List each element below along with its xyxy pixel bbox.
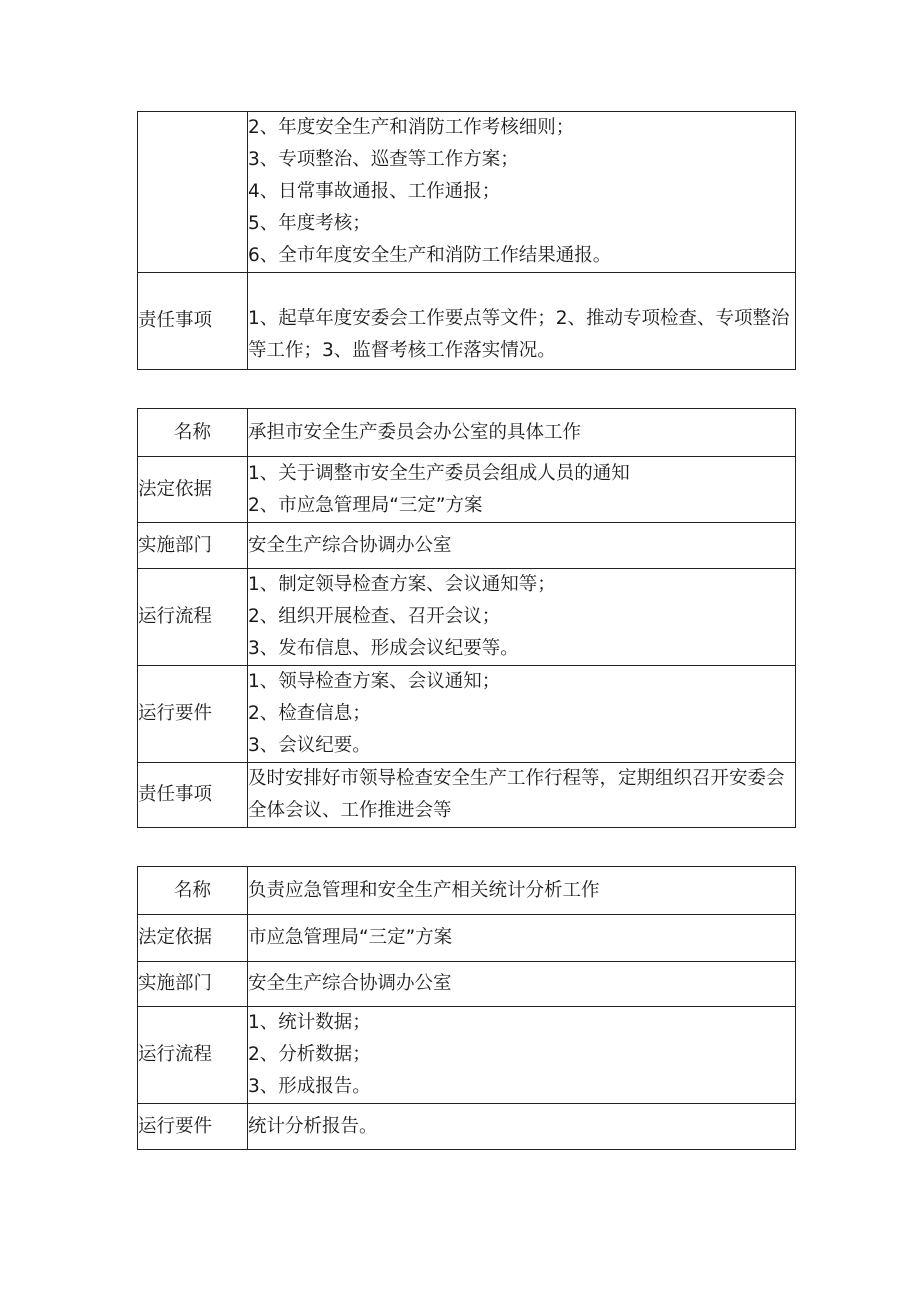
paragraph-text: 及时安排好市领导检查安全生产工作行程等，定期组织召开安委会全体会议、工作推进会等 <box>248 768 785 821</box>
table-row <box>138 112 796 273</box>
list-item: 3、专项整治、巡查等工作方案； <box>248 149 519 170</box>
row-value-documents <box>248 112 796 273</box>
row-label-responsibility: 责任事项 <box>138 763 248 828</box>
row-label-department: 实施部门 <box>138 962 248 1007</box>
list-item: 2、检查信息； <box>248 703 371 724</box>
duty-table-anwei-office <box>137 408 796 828</box>
row-value-legal-basis <box>248 457 796 523</box>
table-row <box>138 457 796 523</box>
row-label-requirements: 运行要件 <box>138 1104 248 1150</box>
list-item: 4、日常事故通报、工作通报； <box>248 181 501 202</box>
row-value-department: 安全生产综合协调办公室 <box>248 523 796 569</box>
row-label-legal-basis: 法定依据 <box>138 457 248 523</box>
table-row <box>138 915 796 962</box>
row-label-responsibility: 责任事项 <box>138 273 248 370</box>
table-row <box>138 409 796 457</box>
table-row <box>138 1104 796 1150</box>
table-row <box>138 1007 796 1104</box>
row-label-process: 运行流程 <box>138 569 248 666</box>
list-item: 1、统计数据； <box>248 1012 371 1033</box>
row-label-empty <box>138 112 248 273</box>
paragraph-text: 1、起草年度安委会工作要点等文件；2、推动专项检查、专项整治等工作；3、监督考核工作落实情况。 <box>248 308 790 361</box>
row-value-process <box>248 569 796 666</box>
table-row <box>138 763 796 828</box>
row-label-process: 运行流程 <box>138 1007 248 1104</box>
table-row <box>138 523 796 569</box>
row-value-responsibility <box>248 273 796 370</box>
row-value-legal-basis: 市应急管理局“三定”方案 <box>248 915 796 962</box>
list-item: 2、市应急管理局“三定”方案 <box>248 494 483 516</box>
row-value-department: 安全生产综合协调办公室 <box>248 962 796 1007</box>
table-row <box>138 273 796 370</box>
list-item: 2、分析数据； <box>248 1044 371 1065</box>
table-row <box>138 666 796 763</box>
table-row <box>138 962 796 1007</box>
continuation-table <box>137 111 796 370</box>
list-item: 2、组织开展检查、召开会议； <box>248 606 501 627</box>
row-label-name: 名称 <box>138 409 248 457</box>
row-label-requirements: 运行要件 <box>138 666 248 763</box>
row-value-process <box>248 1007 796 1104</box>
duty-table-statistics <box>137 866 796 1150</box>
list-item: 1、关于调整市安全生产委员会组成人员的通知 <box>248 462 630 484</box>
list-item: 3、发布信息、形成会议纪要等。 <box>248 638 519 659</box>
row-value-requirements: 统计分析报告。 <box>248 1104 796 1150</box>
row-label-name: 名称 <box>138 867 248 915</box>
row-value-responsibility <box>248 763 796 828</box>
row-label-legal-basis: 法定依据 <box>138 915 248 962</box>
row-label-department: 实施部门 <box>138 523 248 569</box>
row-value-requirements <box>248 666 796 763</box>
list-item: 3、形成报告。 <box>248 1076 371 1097</box>
row-value-name: 负责应急管理和安全生产相关统计分析工作 <box>248 867 796 915</box>
list-item: 5、年度考核； <box>248 213 371 234</box>
list-item: 1、领导检查方案、会议通知； <box>248 671 501 692</box>
table-row <box>138 569 796 666</box>
list-item: 6、全市年度安全生产和消防工作结果通报。 <box>248 245 612 266</box>
list-item: 2、年度安全生产和消防工作考核细则； <box>248 117 575 138</box>
list-item: 1、制定领导检查方案、会议通知等； <box>248 574 556 595</box>
row-value-name: 承担市安全生产委员会办公室的具体工作 <box>248 409 796 457</box>
table-row <box>138 867 796 915</box>
list-item: 3、会议纪要。 <box>248 735 371 756</box>
